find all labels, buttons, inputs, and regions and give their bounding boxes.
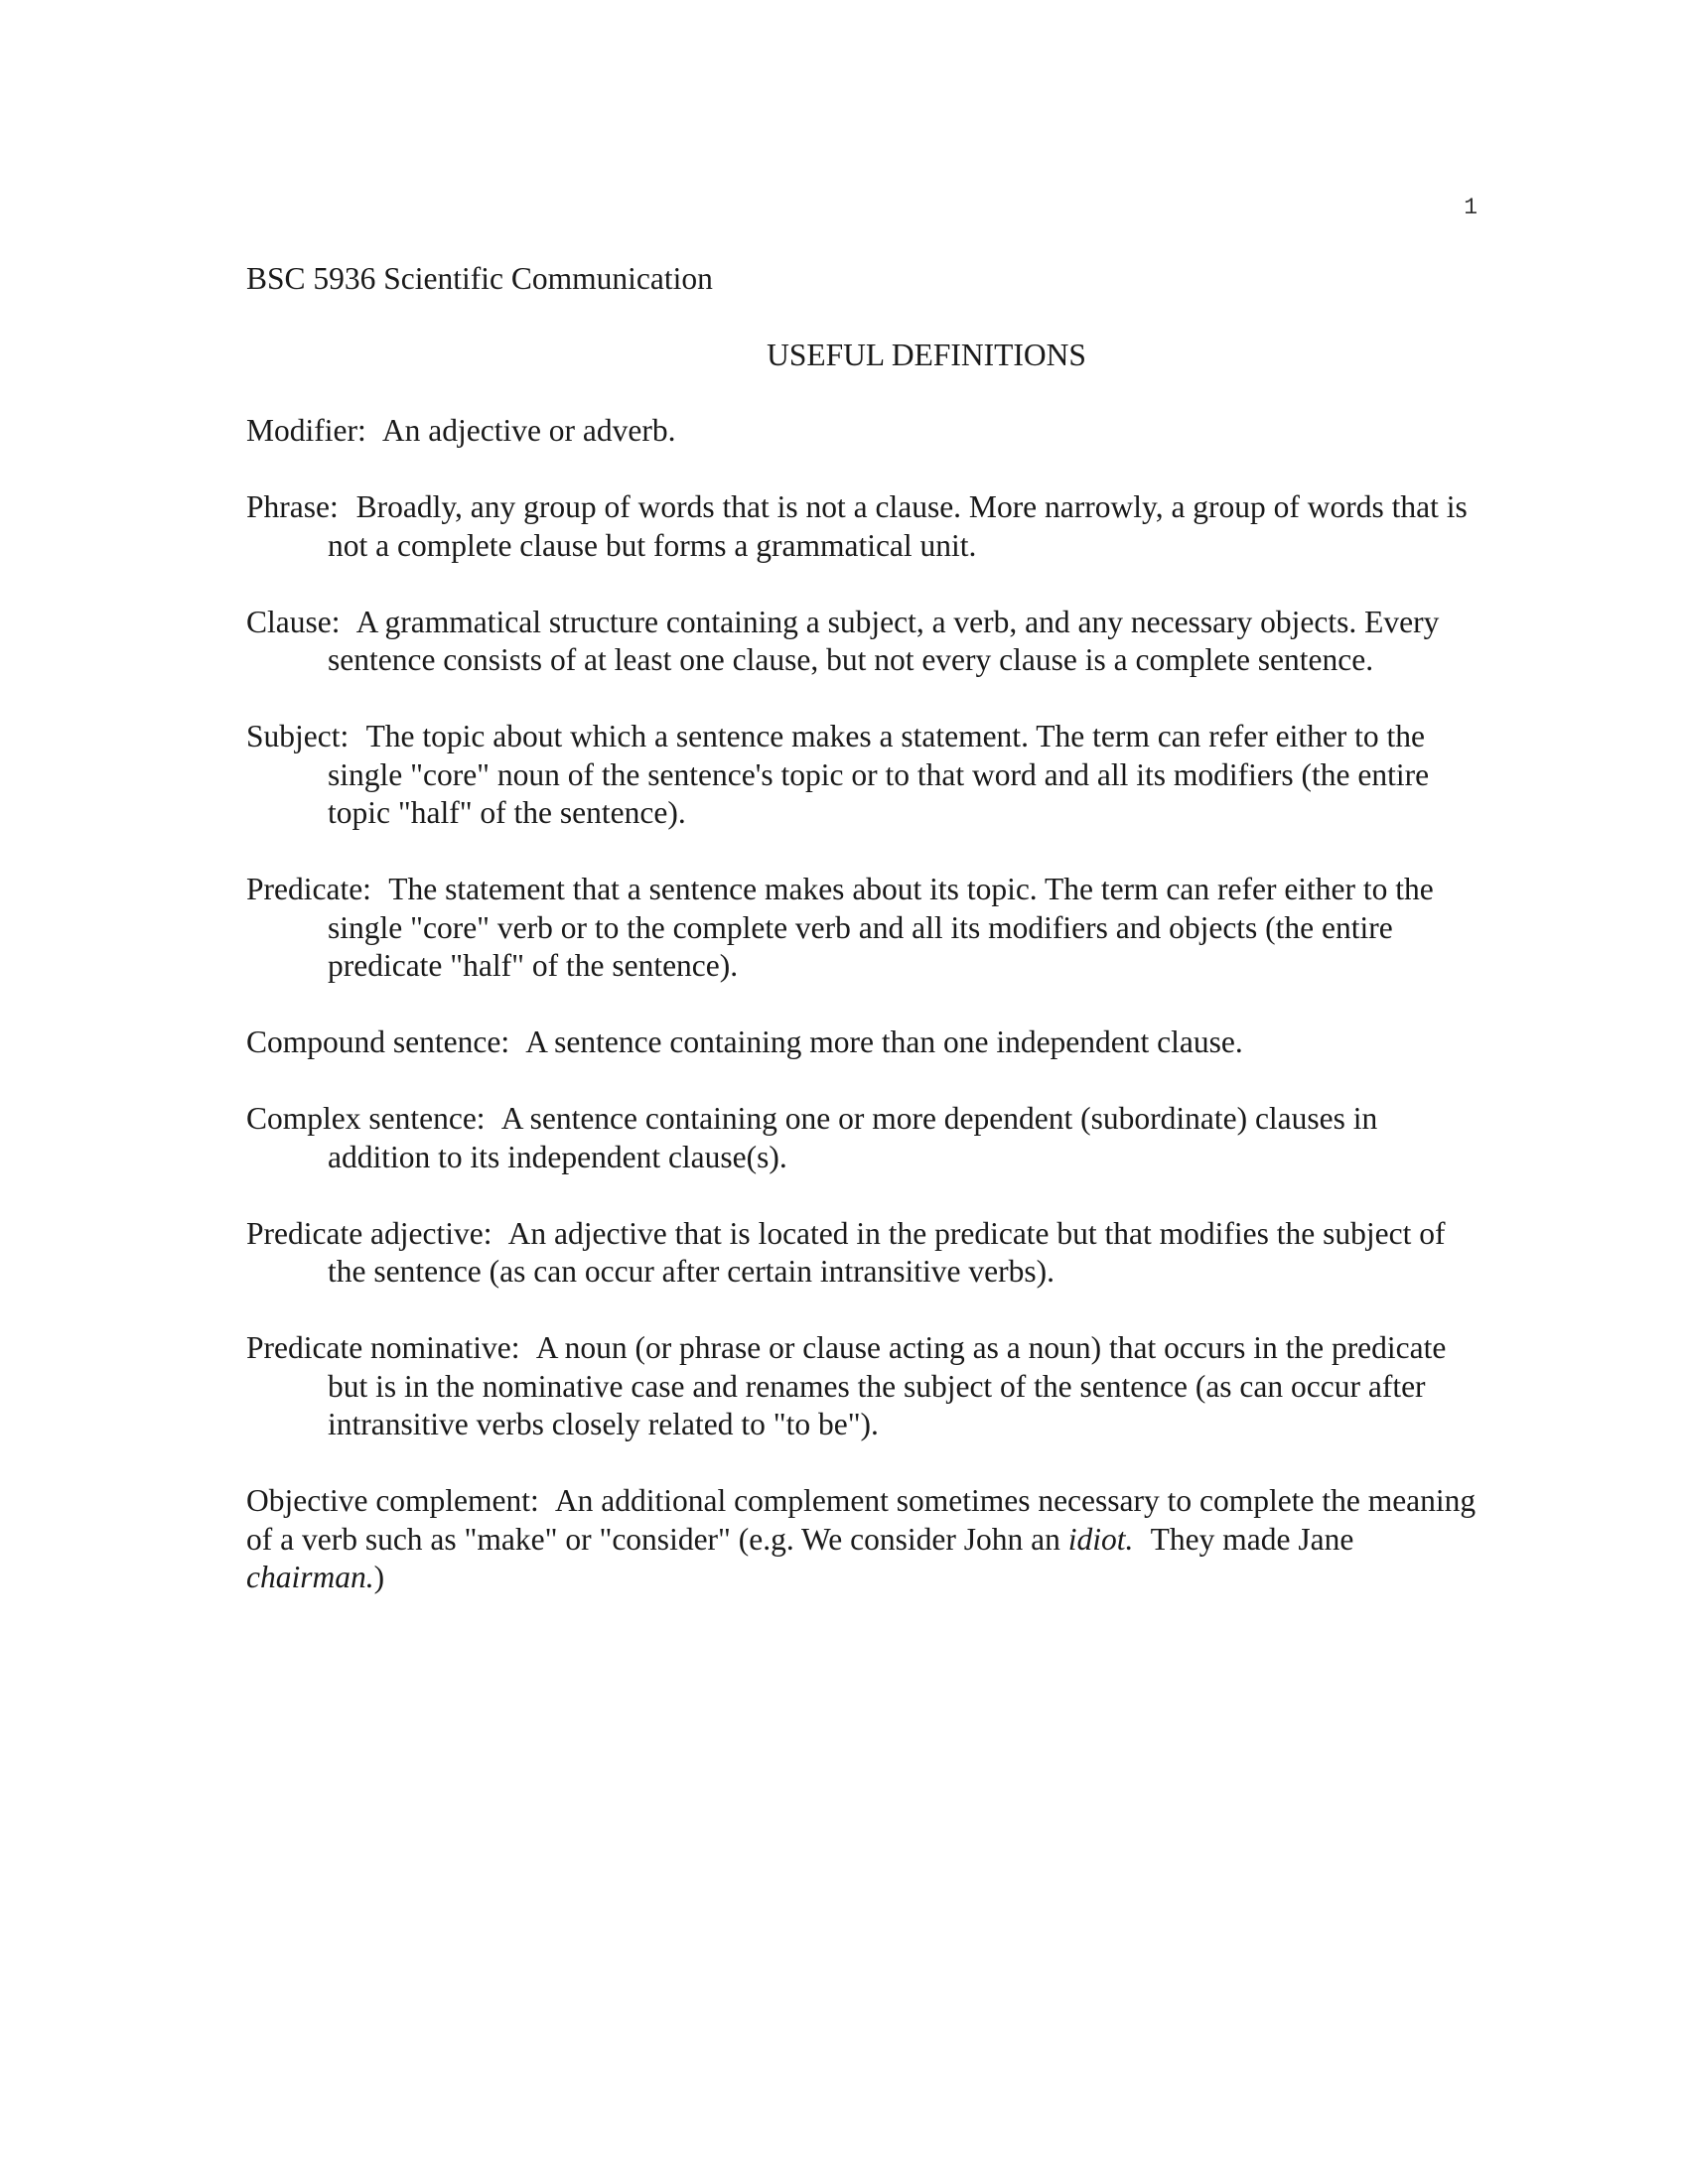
definition-text: An adjective that is located in the predicate but that modifies the subject of the sentence (as can occur after certain intransitive verbs). xyxy=(328,1215,1446,1289)
definition-text: The statement that a sentence makes about its topic. The term can refer either to the single "core" verb or to the complete verb and all its modifiers and objects (the entire predicate "half" of the sentence). xyxy=(328,872,1434,983)
definition-term: Objective complement: xyxy=(246,1483,539,1518)
example-italic-idiot: idiot. xyxy=(1067,1521,1134,1557)
closing-paren: ) xyxy=(373,1560,385,1594)
definition-compound-sentence xyxy=(246,1024,1487,1062)
definition-term: Predicate adjective: xyxy=(246,1215,492,1251)
definition-text: An adjective or adverb. xyxy=(381,413,676,448)
document-body xyxy=(246,260,1487,1635)
definition-term: Phrase: xyxy=(246,489,339,524)
definition-clause xyxy=(246,604,1487,680)
definition-phrase xyxy=(246,488,1487,565)
definition-text: A grammatical structure containing a subject, a verb, and any necessary objects. Every sentence consists of at least one clause, but not every clause is a complete sentence. xyxy=(328,604,1440,677)
example-italic-chairman: chairman. xyxy=(246,1560,374,1594)
definition-predicate-adjective xyxy=(246,1215,1487,1292)
definition-term: Predicate: xyxy=(246,872,371,906)
definition-text: An additional complement sometimes necessary to complete the meaning of a verb such as "make" or "consider" (e.g. We consider John an xyxy=(246,1483,1477,1557)
definition-text: The topic about which a sentence makes a statement. The term can refer either to the single "core" noun of the sentence's topic or to that word and all its modifiers (the entire topic "half" of the sentence). xyxy=(328,719,1430,830)
document-heading: USEFUL DEFINITIONS xyxy=(767,337,1086,372)
definition-subject xyxy=(246,718,1487,833)
definition-complex-sentence xyxy=(246,1100,1487,1176)
definition-term: Subject: xyxy=(246,719,350,753)
definition-modifier xyxy=(246,412,1487,451)
definition-term: Complex sentence: xyxy=(246,1101,486,1136)
definition-term: Modifier: xyxy=(246,413,366,448)
definition-objective-complement xyxy=(246,1482,1487,1597)
definition-text: Broadly, any group of words that is not a clause. More narrowly, a group of words that is not a complete clause but forms a grammatical unit. xyxy=(328,489,1468,563)
page-number: 1 xyxy=(1464,195,1477,220)
definition-predicate xyxy=(246,871,1487,986)
definition-term: Clause: xyxy=(246,604,341,639)
definition-text: A noun (or phrase or clause acting as a noun) that occurs in the predicate but is in the nominative case and renames the subject of the sentence (as can occur after intransitive verbs closely related to "to be"). xyxy=(328,1330,1447,1441)
definition-predicate-nominative xyxy=(246,1329,1487,1444)
course-title: BSC 5936 Scientific Communication xyxy=(246,261,713,296)
definition-term: Predicate nominative: xyxy=(246,1330,520,1365)
definition-term: Compound sentence: xyxy=(246,1024,510,1059)
definition-text-continued: They made Jane xyxy=(1150,1521,1354,1557)
definition-text: A sentence containing more than one independent clause. xyxy=(525,1024,1243,1059)
definition-text: A sentence containing one or more dependent (subordinate) clauses in addition to its independent clause(s). xyxy=(328,1101,1378,1174)
